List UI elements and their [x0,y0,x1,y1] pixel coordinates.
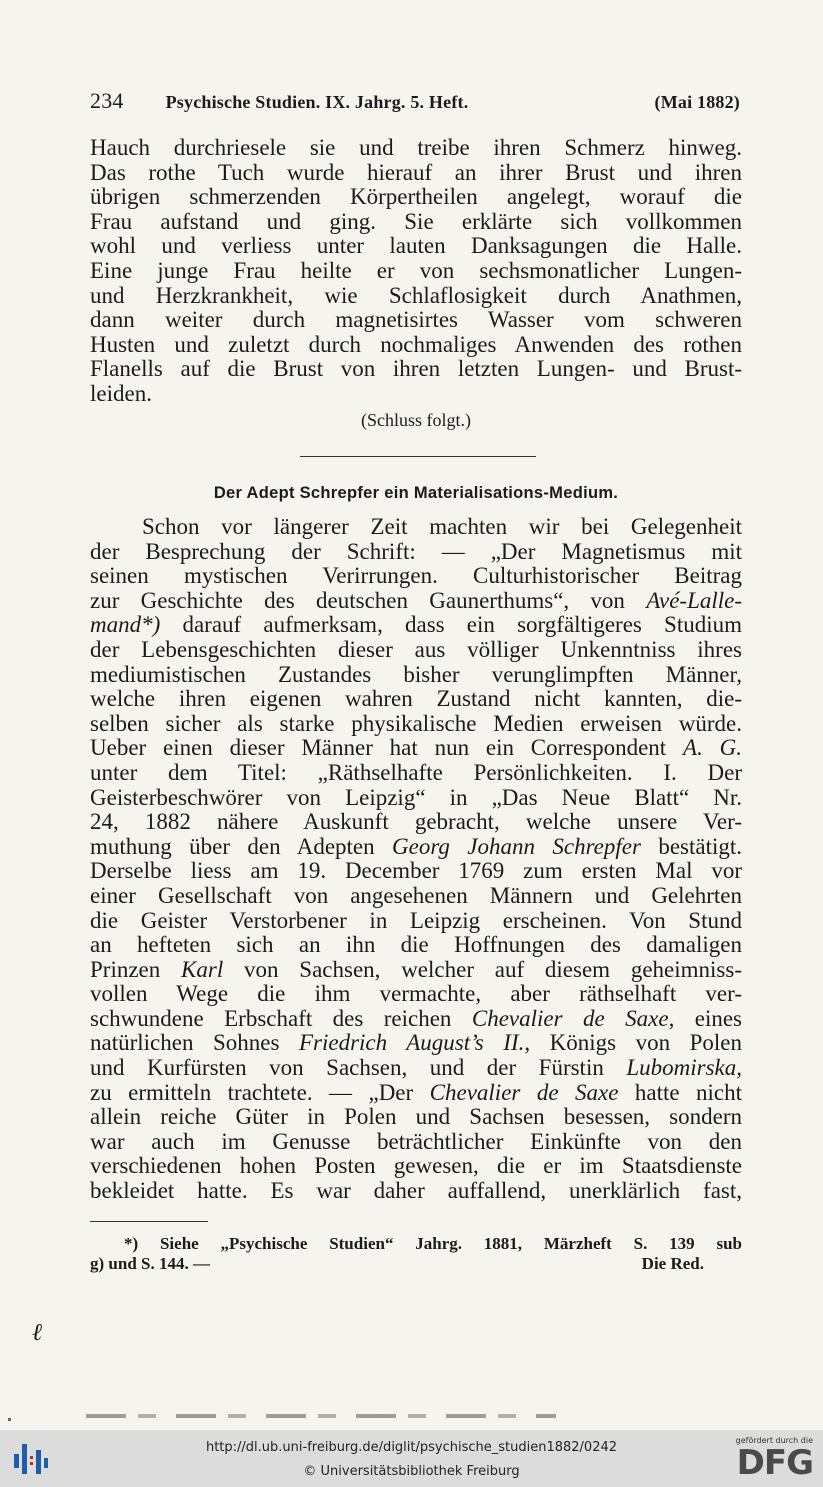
text-line: bekleidet hatte. Es war daher auffallend, unerklärlich fast, [90,1178,742,1204]
author-name-cont: mand*) [90,612,161,638]
footnote-rule [90,1221,208,1222]
person-name: Lubomirska, [626,1055,743,1081]
text-line: mediumistischen Zustandes bisher verunglimpften Männer, [90,661,742,687]
text-line: wohl und verliess unter lauten Danksagungen die Halle. [90,233,742,259]
footnote-line: g) und S. 144. — Die Red. [90,1254,704,1273]
text-line: muthung über den Adepten Georg Johann Schrepfer bestätigt. [90,833,742,859]
continuation-note: (Schluss folgt.) [361,410,471,430]
text-line: der Besprechung der Schrift: — „Der Magnetismus mit [90,538,742,564]
text-line: Derselbe liess am 19. December 1769 zum ersten Mal vor [90,858,742,884]
text-line: Prinzen Karl von Sachsen, welcher auf diesem geheimniss- [90,956,742,982]
library-footer [0,1430,823,1487]
copyright-notice: © Universitätsbibliothek Freiburg [303,1464,520,1479]
issue-date: (Mai 1882) [654,92,740,112]
text-line: Hauch durchriesele sie und treibe ihren Schmerz hinweg. [90,135,742,160]
text-line: selben sicher als starke physikalische Medien erweisen würde. [90,710,742,736]
text-line: leiden. [90,380,152,406]
text-line: verschiedenen hohen Posten gewesen, die er im Staatsdienste [90,1153,742,1179]
text-line: an hefteten sich an ihn die Hoffnungen des damaligen [90,932,742,958]
text-line: Eine junge Frau heilte er von sechsmonatlicher Lungen- [90,257,742,283]
text-line: einer Gesellschaft von angesehenen Männern und Gelehrten [90,882,742,908]
article-title: Der Adept Schrepfer ein Materialisations-Medium. [213,484,619,502]
text-line: Geisterbeschwörer von Leipzig“ in „Das Neue Blatt“ Nr. [90,784,742,810]
text-line: Ueber einen dieser Männer hat nun ein Correspondent A. G. [90,735,742,761]
ink-mark: ℓ [32,1318,42,1346]
dfg-logo-icon: gefördert durch die DFG [735,1436,813,1483]
continued-paragraph [90,136,742,407]
text-line: mand*) darauf aufmerksam, dass ein sorgfältigeres Studium [90,612,742,638]
text-line: und Kurfürsten von Sachsen, und der Fürstin Lubomirska, [90,1055,743,1081]
text-line: 24, 1882 nähere Auskunft gebracht, welche unsere Ver- [90,809,742,835]
text-line: zu ermitteln trachtete. — „Der Chevalier de Saxe hatte nicht [90,1079,743,1105]
editor-signature: Die Red. [641,1254,704,1273]
text-line: natürlichen Sohnes Friedrich August’s II., Königs von Polen [90,1030,743,1056]
text-line: seinen mystischen Verirrungen. Culturhistorischer Beitrag [90,563,742,589]
text-line: und Herzkrankheit, wie Schlaflosigkeit durch Anathmen, [90,282,742,308]
running-header [90,88,740,114]
text-line: war auch im Genusse beträchtlicher Einkünfte von den [90,1128,742,1154]
author-name: Avé-Lalle- [646,587,743,613]
footnote [90,1234,742,1274]
permalink-url[interactable]: http://dl.ub.uni-freiburg.de/diglit/psychische_studien1882/0242 [205,1440,618,1455]
person-name: Friedrich August’s II. [298,1030,525,1056]
correspondent-initials: A. G. [683,735,742,761]
scan-artifact [86,1414,556,1418]
text-line: schwundene Erbschaft des reichen Chevalier de Saxe, eines [90,1005,742,1031]
page-number: 234 [90,88,124,113]
person-name: Karl [181,956,224,982]
scan-speck [8,1418,11,1421]
person-name: Chevalier de Saxe [471,1005,669,1031]
text-line: welche ihren eigenen wahren Zustand nicht kannten, die- [90,686,742,712]
text-line: die Geister Verstorbener in Leipzig erscheinen. Von Stund [90,907,742,933]
person-name: Georg Johann Schrepfer [392,833,641,859]
text-line: Flanells auf die Brust von ihren letzten Lungen- und Brust- [90,356,742,382]
running-title: Psychische Studien. IX. Jahrg. 5. Heft. [165,92,469,112]
text-line: übrigen schmerzenden Körpertheilen angelegt, worauf die [90,184,742,210]
text-line: unter dem Titel: „Räthselhafte Persönlichkeiten. I. Der [90,759,742,785]
footnote-line: *) Siehe „Psychische Studien“ Jahrg. 1881, Märzheft S. 139 sub [124,1234,742,1253]
text-line: zur Geschichte des deutschen Gaunerthums“, von Avé-Lalle- [90,587,743,613]
article-body [90,515,742,1204]
text-line: allein reiche Güter in Polen und Sachsen besessen, sondern [90,1104,742,1130]
text-line: Husten und zuletzt durch nochmaliges Anwenden des rothen [90,331,742,357]
text-line: dann weiter durch magnetisirtes Wasser vom schweren [90,307,742,333]
text-line: vollen Wege die ihm vermachte, aber räthselhaft ver- [90,981,742,1007]
text-line: Das rothe Tuch wurde hierauf an ihrer Brust und ihren [90,159,742,185]
text-line: Frau aufstand und ging. Sie erklärte sich vollkommen [90,208,742,234]
text-line: Schon vor längerer Zeit machten wir bei Gelegenheit [142,514,742,539]
person-name: Chevalier de Saxe [429,1079,619,1105]
section-divider [300,456,536,457]
text-line: der Lebensgeschichten dieser aus völliger Unkenntniss ihres [90,636,742,662]
